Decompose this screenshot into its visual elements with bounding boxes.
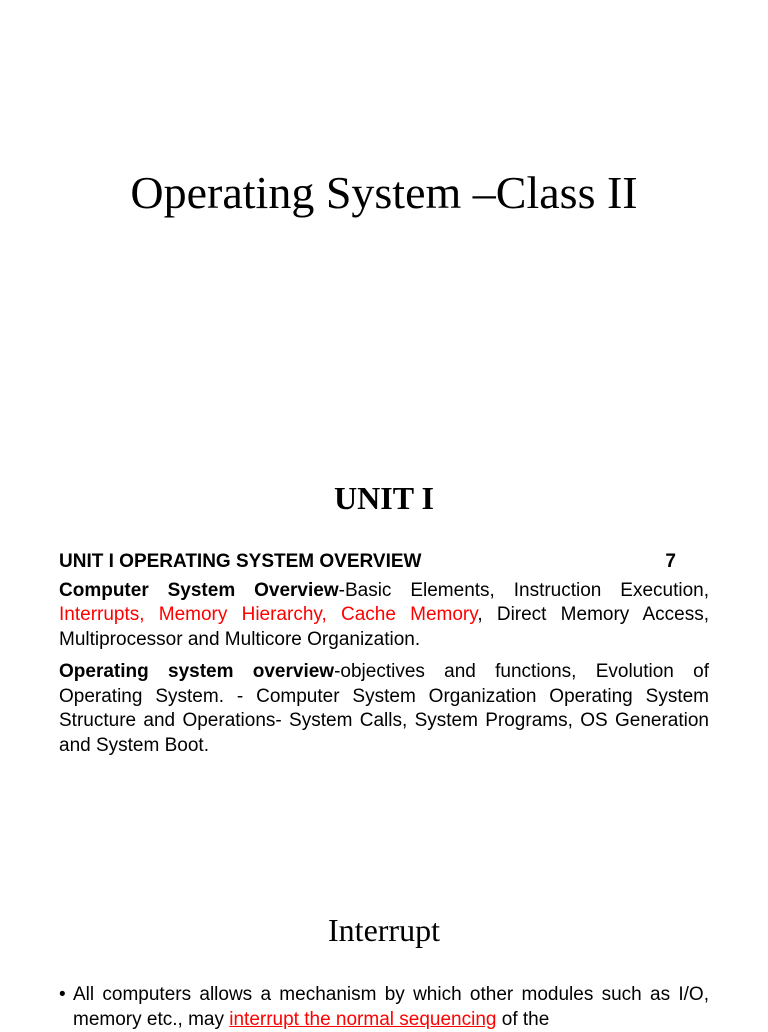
para1-bold-term: Computer System Overview	[59, 579, 339, 601]
bullet-item	[59, 983, 709, 1032]
para2-text: -objectives and functions, Evolution of Operating System. - Computer System Organization Operating System Structure and Operations- System Calls, System Programs, OS Generation and System Boot.	[59, 661, 709, 756]
bullet-highlight: interrupt the normal sequencing	[229, 1008, 497, 1030]
para2-bold-term: Operating system overview	[59, 661, 335, 682]
para1-text2: , Direct Memory Access, Multiprocessor and Multicore Organization.	[59, 604, 709, 650]
bullet-list	[59, 983, 709, 1032]
unit-label: UNIT I OPERATING SYSTEM OVERVIEW	[59, 551, 422, 572]
os-overview-paragraph	[59, 660, 709, 758]
para1-text1: -Basic Elements, Instruction Execution,	[338, 579, 710, 601]
unit-title-line	[59, 550, 709, 575]
bullet-text1: All computers allows a mechanism by which other modules such as I/O, memory etc., may	[73, 984, 709, 1030]
computer-system-overview-paragraph	[59, 579, 709, 653]
unit-hours: 7	[665, 551, 676, 572]
syllabus-block	[59, 550, 709, 766]
section-title-interrupt: Interrupt	[328, 912, 440, 948]
bullet-text2: of the	[496, 1008, 550, 1030]
bullet-dot-icon: •	[59, 984, 66, 1005]
unit-heading: UNIT I	[334, 480, 434, 516]
para1-highlight: Interrupts, Memory Hierarchy, Cache Memory	[59, 604, 478, 625]
slide-title: Operating System –Class II	[130, 167, 638, 218]
